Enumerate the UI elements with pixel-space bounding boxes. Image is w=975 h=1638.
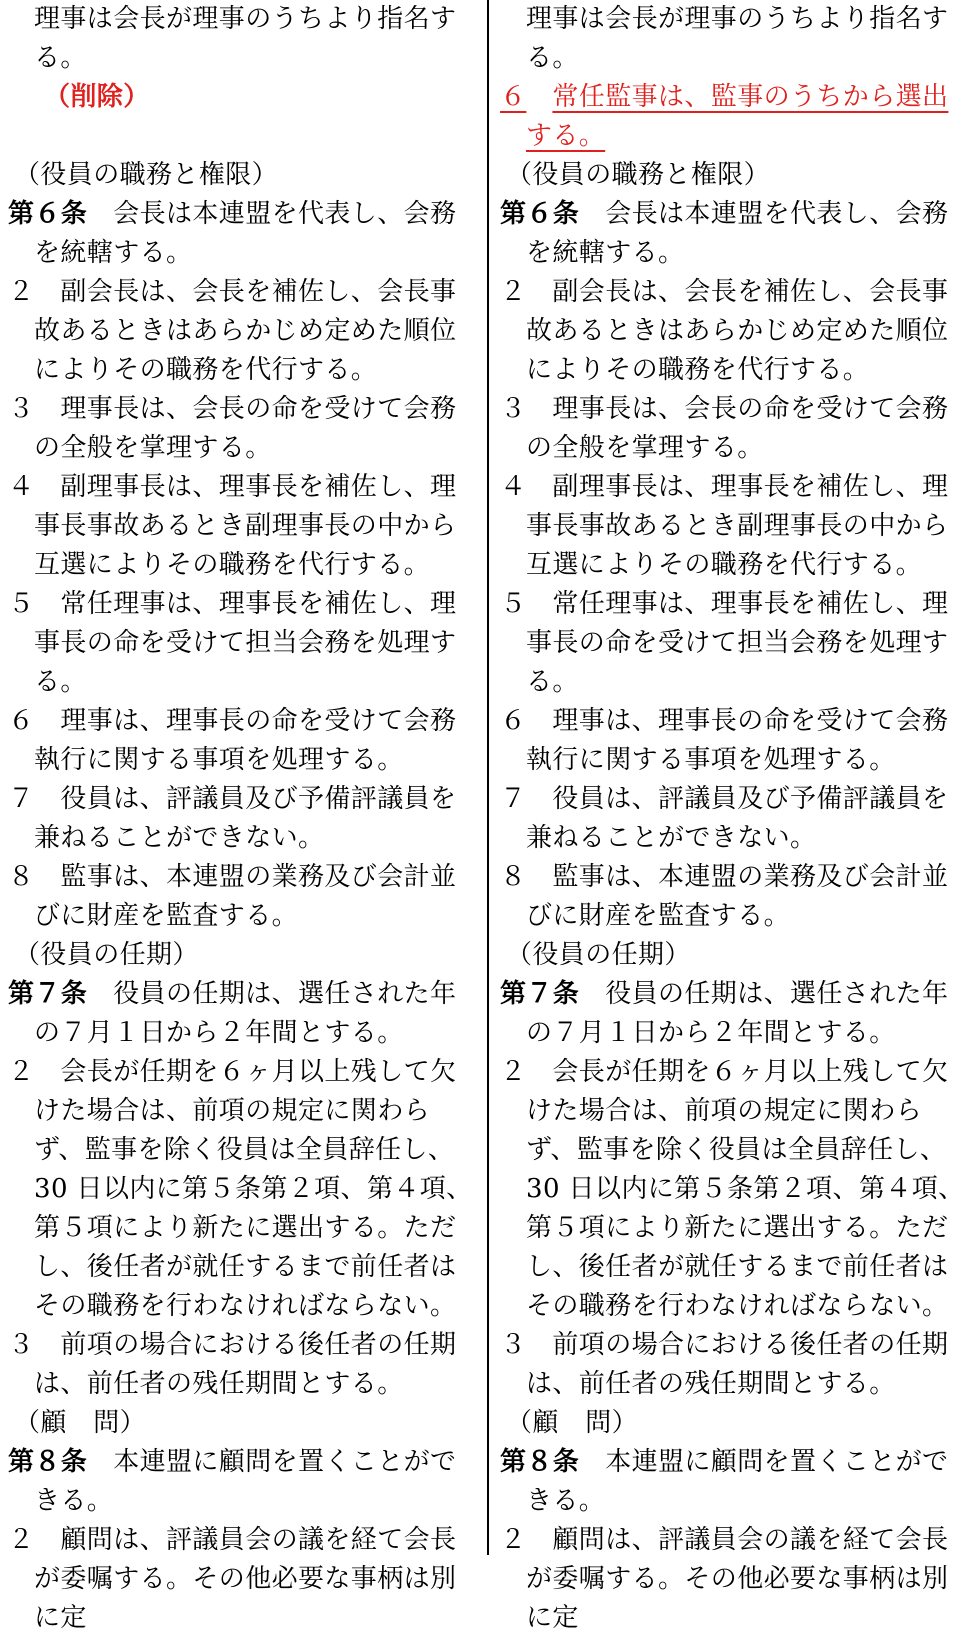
article-8-text: 本連盟に顧問を置くことができる。 — [34, 1447, 457, 1516]
article-6-para-3: ３ 理事長は、会長の命を受けて会務の全般を掌理する。 — [8, 394, 457, 463]
article-6-para-5: ５ 常任理事は、理事長を補佐し、理事長の命を受けて担当会務を処理する。 — [8, 589, 457, 697]
blank-line — [8, 117, 478, 156]
previous-clause-tail: 理事は会長が理事のうちより指名す る。 — [526, 4, 949, 73]
article-6-para-8: ８ 監事は、本連盟の業務及び会計並びに財産を監査する。 — [500, 862, 949, 931]
article-7 — [8, 975, 478, 1053]
article-6-para-7: ７ 役員は、評議員及び予備評議員を兼ねることができない。 — [8, 784, 457, 853]
heading-officer-duties: （役員の職務と権限） — [14, 160, 279, 190]
article-6-para-4: ４ 副理事長は、理事長を補佐し、理事長事故あるとき副理事長の中から互選によりその職務を代行する。 — [8, 472, 457, 580]
article-7-para-3: ３ 前項の場合における後任者の任期は、前任者の残任期間とする。 — [500, 1330, 949, 1399]
article-8-text: 本連盟に顧問を置くことができる。 — [526, 1447, 949, 1516]
article-6-para-6: ６ 理事は、理事長の命を受けて会務執行に関する事項を処理する。 — [8, 706, 457, 775]
article-7-number: 第７条 — [8, 979, 88, 1009]
article-6-para-6: ６ 理事は、理事長の命を受けて会務執行に関する事項を処理する。 — [500, 706, 949, 775]
article-6-para-3: ３ 理事長は、会長の命を受けて会務の全般を掌理する。 — [500, 394, 949, 463]
heading-adviser: （顧 問） — [14, 1408, 147, 1438]
article-6-text: 会長は本連盟を代表し、会務を統轄する。 — [526, 199, 949, 268]
article-6-para-2: ２ 副会長は、会長を補佐し、会長事故あるときはあらかじめ定めた順位によりその職務を代行する。 — [500, 277, 949, 385]
deleted-marker: （削除） — [44, 82, 150, 112]
column-divider — [487, 0, 489, 1555]
article-7-number: 第７条 — [500, 979, 580, 1009]
article-7-text: 役員の任期は、選任された年の７月１日から２年間とする。 — [526, 979, 949, 1048]
article-6-number: 第６条 — [8, 199, 88, 229]
right-column-revised — [500, 0, 970, 1633]
heading-officer-term: （役員の任期） — [506, 940, 691, 970]
article-6-number: 第６条 — [500, 199, 580, 229]
inserted-paragraph-6: ６ 常任監事は、監事のうちから選出する。 — [500, 82, 949, 151]
article-7-para-2: ２ 会長が任期を６ヶ月以上残して欠けた場合は、前項の規定に関わらず、監事を除く役員は全員辞任し、30 日以内に第５条第２項、第４項、第５項により新たに選出する。ただし、後任者が就任するまで前任者はその職務を行わなければならない。 — [500, 1057, 965, 1321]
article-8-para-2: ２ 顧問は、評議員会の議を経て会長が委嘱する。その他必要な事柄は別に定 — [8, 1525, 457, 1633]
article-8-number: 第８条 — [500, 1447, 580, 1477]
article-6 — [8, 195, 478, 273]
article-7-para-2: ２ 会長が任期を６ヶ月以上残して欠けた場合は、前項の規定に関わらず、監事を除く役員は全員辞任し、30 日以内に第５条第２項、第４項、第５項により新たに選出する。ただし、後任者が就任するまで前任者はその職務を行わなければならない。 — [8, 1057, 473, 1321]
article-8 — [8, 1443, 478, 1521]
article-6 — [500, 195, 970, 273]
article-6-para-2: ２ 副会長は、会長を補佐し、会長事故あるときはあらかじめ定めた順位によりその職務を代行する。 — [8, 277, 457, 385]
article-6-para-8: ８ 監事は、本連盟の業務及び会計並びに財産を監査する。 — [8, 862, 457, 931]
article-6-text: 会長は本連盟を代表し、会務を統轄する。 — [34, 199, 457, 268]
article-8 — [500, 1443, 970, 1521]
left-column-current — [8, 0, 478, 1633]
article-6-para-4: ４ 副理事長は、理事長を補佐し、理事長事故あるとき副理事長の中から互選によりその職務を代行する。 — [500, 472, 949, 580]
article-8-para-2: ２ 顧問は、評議員会の議を経て会長が委嘱する。その他必要な事柄は別に定 — [500, 1525, 949, 1633]
heading-adviser: （顧 問） — [506, 1408, 639, 1438]
article-6-para-5: ５ 常任理事は、理事長を補佐し、理事長の命を受けて担当会務を処理する。 — [500, 589, 949, 697]
heading-officer-duties: （役員の職務と権限） — [506, 160, 771, 190]
article-7-text: 役員の任期は、選任された年の７月１日から２年間とする。 — [34, 979, 457, 1048]
article-8-number: 第８条 — [8, 1447, 88, 1477]
previous-clause-tail: 理事は会長が理事のうちより指名す る。 — [34, 4, 457, 73]
article-7-para-3: ３ 前項の場合における後任者の任期は、前任者の残任期間とする。 — [8, 1330, 457, 1399]
heading-officer-term: （役員の任期） — [14, 940, 199, 970]
article-6-para-7: ７ 役員は、評議員及び予備評議員を兼ねることができない。 — [500, 784, 949, 853]
article-7 — [500, 975, 970, 1053]
